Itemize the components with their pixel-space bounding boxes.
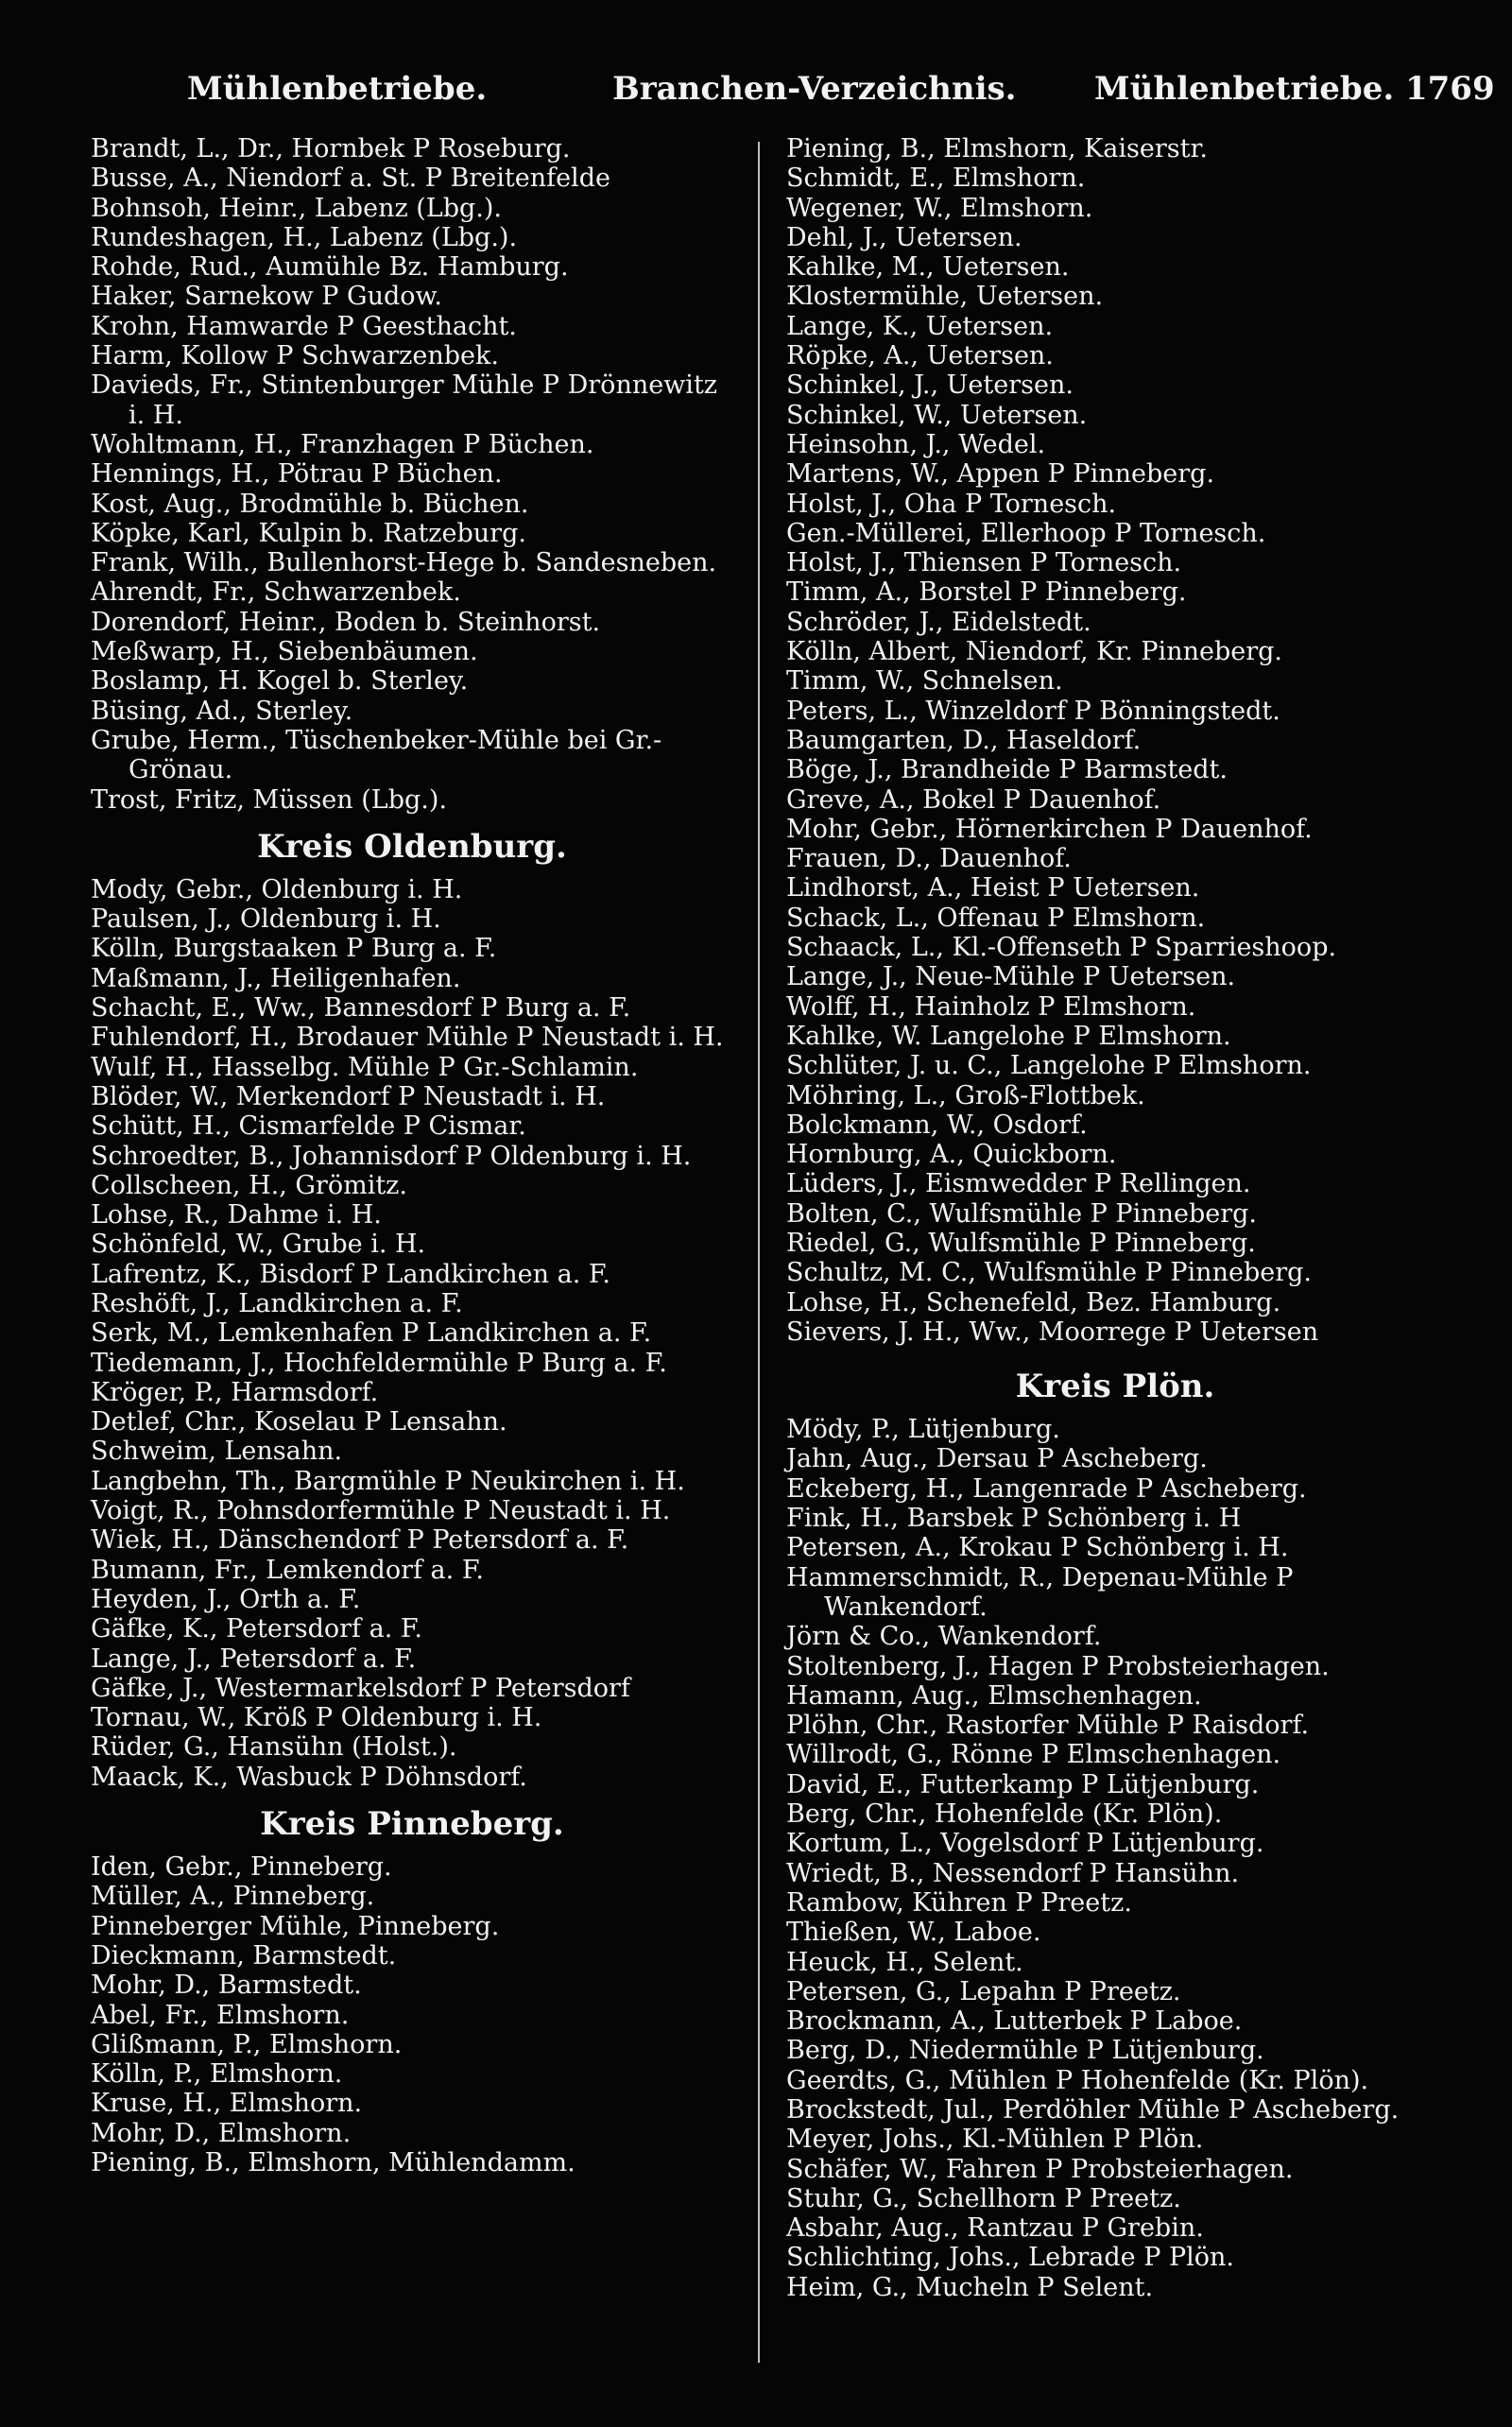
left-column [91, 134, 733, 2177]
directory-entry: Dorendorf, Heinr., Boden b. Steinhorst. [91, 607, 601, 637]
directory-entry: Bumann, Fr., Lemkendorf a. F. [91, 1555, 484, 1585]
page-header [0, 60, 1512, 117]
directory-entry: Piening, B., Elmshorn, Mühlendamm. [91, 2148, 576, 2177]
directory-entry: Kost, Aug., Brodmühle b. Büchen. [91, 489, 529, 519]
directory-entry: Schack, L., Offenau P Elmshorn. [786, 903, 1206, 933]
header-left: Mühlenbetriebe. [187, 70, 488, 108]
directory-entry: Holst, J., Oha P Tornesch. [786, 489, 1117, 519]
directory-entry: Schütt, H., Cismarfelde P Cismar. [91, 1111, 526, 1142]
directory-entry: Bolckmann, W., Osdorf. [786, 1110, 1088, 1140]
directory-entry: Mody, Gebr., Oldenburg i. H. [91, 874, 463, 904]
directory-entry: Bohnsoh, Heinr., Labenz (Lbg.). [91, 193, 502, 223]
directory-entry: Böge, J., Brandheide P Barmstedt. [786, 755, 1228, 785]
directory-entry: Stoltenberg, J., Hagen P Probsteierhagen. [786, 1651, 1330, 1681]
directory-entry: Davieds, Fr., Stintenburger Mühle P Drönnewitz i. H. [91, 370, 718, 430]
directory-entry: Hornburg, A., Quickborn. [786, 1140, 1117, 1170]
directory-entry: Kahlke, M., Uetersen. [786, 252, 1070, 283]
directory-entry: Klostermühle, Uetersen. [786, 282, 1104, 312]
directory-entry: Kröger, P., Harmsdorf. [91, 1377, 379, 1407]
directory-entry: Tornau, W., Kröß P Oldenburg i. H. [91, 1703, 542, 1733]
directory-entry: Jahn, Aug., Dersau P Ascheberg. [786, 1444, 1208, 1474]
directory-entry: Baumgarten, D., Haseldorf. [786, 725, 1142, 755]
directory-entry: Peters, L., Winzeldorf P Bönningstedt. [786, 696, 1280, 726]
directory-entry: Schinkel, W., Uetersen. [786, 400, 1088, 430]
directory-entry: Petersen, G., Lepahn P Preetz. [786, 1976, 1181, 2006]
directory-entry: Hennings, H., Pötrau P Büchen. [91, 459, 503, 490]
directory-entry: Kölln, P., Elmshorn. [91, 2059, 343, 2090]
directory-entry: Kortum, L., Vogelsdorf P Lütjenburg. [786, 1829, 1264, 1859]
directory-entry: Hamann, Aug., Elmschenhagen. [786, 1680, 1202, 1711]
directory-entry: Reshöft, J., Landkirchen a. F. [91, 1288, 463, 1318]
column-divider [758, 142, 760, 2363]
directory-entry: Trost, Fritz, Müssen (Lbg.). [91, 784, 447, 815]
directory-entry: Lüders, J., Eismwedder P Rellingen. [786, 1169, 1251, 1199]
directory-entry: Schweim, Lensahn. [91, 1437, 343, 1467]
directory-entry: Schroedter, B., Johannisdorf P Oldenburg i. H. [91, 1141, 692, 1171]
directory-entry: Stuhr, G., Schellhorn P Preetz. [786, 2183, 1181, 2213]
directory-entry: Köpke, Karl, Kulpin b. Ratzeburg. [91, 518, 526, 548]
directory-entry: Maack, K., Wasbuck P Döhnsdorf. [91, 1762, 527, 1792]
directory-entry: Wegener, W., Elmshorn. [786, 193, 1093, 223]
directory-entry: Gäfke, K., Petersdorf a. F. [91, 1614, 422, 1644]
directory-entry: Schröder, J., Eidelstedt. [786, 607, 1091, 637]
directory-entry: Lohse, H., Schenefeld, Bez. Hamburg. [786, 1287, 1281, 1317]
directory-entry: Fink, H., Barsbek P Schönberg i. H [786, 1504, 1242, 1534]
directory-entry: Eckeberg, H., Langenrade P Ascheberg. [786, 1473, 1307, 1504]
directory-entry: Kruse, H., Elmshorn. [91, 2089, 363, 2119]
directory-entry: Detlef, Chr., Koselau P Lensahn. [91, 1407, 507, 1437]
header-right: Mühlenbetriebe. 1769 [1094, 70, 1495, 108]
directory-entry: Heuck, H., Selent. [786, 1947, 1023, 1977]
directory-entry: Schinkel, J., Uetersen. [786, 370, 1074, 401]
directory-entry: Harm, Kollow P Schwarzenbek. [91, 341, 499, 371]
header-center: Branchen-Verzeichnis. [612, 70, 1017, 108]
directory-entry: Paulsen, J., Oldenburg i. H. [91, 904, 441, 935]
directory-entry: Schacht, E., Ww., Bannesdorf P Burg a. F. [91, 993, 631, 1024]
directory-entry: Lafrentz, K., Bisdorf P Landkirchen a. F. [91, 1259, 610, 1289]
directory-entry: Schultz, M. C., Wulfsmühle P Pinneberg. [786, 1258, 1312, 1288]
directory-entry: Martens, W., Appen P Pinneberg. [786, 459, 1215, 490]
directory-entry: Dieckmann, Barmstedt. [91, 1940, 397, 1971]
directory-entry: Ahrendt, Fr., Schwarzenbek. [91, 577, 461, 608]
directory-entry: Mohr, Gebr., Hörnerkirchen P Dauenhof. [786, 814, 1313, 844]
directory-entry: Meßwarp, H., Siebenbäumen. [91, 637, 478, 667]
directory-entry: Plöhn, Chr., Rastorfer Mühle P Raisdorf. [786, 1711, 1310, 1741]
directory-entry: Müller, A., Pinneberg. [91, 1882, 375, 1912]
directory-entry: Lindhorst, A., Heist P Uetersen. [786, 873, 1200, 904]
directory-entry: Timm, W., Schnelsen. [786, 666, 1063, 697]
directory-entry: Busse, A., Niendorf a. St. P Breitenfelde [91, 164, 610, 194]
directory-entry: Greve, A., Bokel P Dauenhof. [786, 784, 1161, 815]
directory-entry: Wriedt, B., Nessendorf P Hansühn. [786, 1858, 1240, 1888]
directory-entry: Tiedemann, J., Hochfeldermühle P Burg a. F. [91, 1348, 667, 1378]
directory-entry: Berg, D., Niedermühle P Lütjenburg. [786, 2036, 1264, 2066]
directory-entry: Heim, G., Mucheln P Selent. [786, 2272, 1154, 2302]
section-heading: Kreis Plön. [1015, 1368, 1215, 1406]
directory-entry: Berg, Chr., Hohenfelde (Kr. Plön). [786, 1799, 1223, 1830]
directory-entry: Hammerschmidt, R., Depenau-Mühle P Wankendorf. [786, 1562, 1294, 1622]
directory-entry: Lohse, R., Dahme i. H. [91, 1200, 382, 1231]
directory-entry: Röpke, A., Uetersen. [786, 341, 1054, 371]
directory-entry: Brandt, L., Dr., Hornbek P Roseburg. [91, 134, 571, 164]
directory-entry: Gäfke, J., Westermarkelsdorf P Petersdorf [91, 1673, 630, 1703]
directory-entry: Brockstedt, Jul., Perdöhler Mühle P Ascheberg. [786, 2095, 1400, 2125]
directory-entry: Schlichting, Johs., Lebrade P Plön. [786, 2243, 1235, 2273]
directory-entry: Schaack, L., Kl.-Offenseth P Sparrieshoop. [786, 933, 1337, 963]
directory-entry: Pinneberger Mühle, Pinneberg. [91, 1911, 500, 1941]
directory-entry: Schlüter, J. u. C., Langelohe P Elmshorn. [786, 1051, 1312, 1081]
directory-entry: Piening, B., Elmshorn, Kaiserstr. [786, 134, 1209, 164]
directory-entry: Heyden, J., Orth a. F. [91, 1584, 361, 1614]
directory-entry: Wiek, H., Dänschendorf P Petersdorf a. F. [91, 1525, 629, 1556]
directory-entry: Frauen, D., Dauenhof. [786, 844, 1072, 874]
directory-entry: Grube, Herm., Tüschenbeker-Mühle bei Gr.-Grönau. [91, 725, 662, 785]
directory-entry: Glißmann, P., Elmshorn. [91, 2029, 403, 2059]
directory-entry: Serk, M., Lemkenhafen P Landkirchen a. F. [91, 1318, 652, 1349]
directory-entry: Wulf, H., Hasselbg. Mühle P Gr.-Schlamin. [91, 1052, 639, 1082]
directory-entry: Büsing, Ad., Sterley. [91, 696, 353, 726]
directory-entry: Collscheen, H., Grömitz. [91, 1170, 407, 1200]
directory-entry: Geerdts, G., Mühlen P Hohenfelde (Kr. Plön). [786, 2065, 1369, 2095]
directory-entry: Kölln, Albert, Niendorf, Kr. Pinneberg. [786, 637, 1282, 667]
directory-entry: Lange, K., Uetersen. [786, 311, 1054, 341]
section-heading: Kreis Pinneberg. [260, 1805, 564, 1844]
directory-entry: Bolten, C., Wulfsmühle P Pinneberg. [786, 1198, 1258, 1229]
directory-entry: Sievers, J. H., Ww., Moorrege P Uetersen [786, 1317, 1319, 1347]
directory-entry: Dehl, J., Uetersen. [786, 222, 1022, 252]
directory-entry: Kahlke, W. Langelohe P Elmshorn. [786, 1021, 1231, 1051]
directory-entry: Rüder, G., Hansühn (Holst.). [91, 1732, 457, 1763]
directory-entry: Holst, J., Thiensen P Tornesch. [786, 548, 1182, 578]
directory-entry: Iden, Gebr., Pinneberg. [91, 1852, 392, 1883]
directory-entry: Wohltmann, H., Franzhagen P Büchen. [91, 429, 594, 459]
directory-entry: Mohr, D., Elmshorn. [91, 2118, 352, 2148]
right-column [786, 134, 1444, 2302]
directory-entry: Möhring, L., Groß-Flottbek. [786, 1080, 1145, 1110]
directory-entry: Kölln, Burgstaaken P Burg a. F. [91, 934, 497, 964]
directory-entry: Fuhlendorf, H., Brodauer Mühle P Neustadt i. H. [91, 1023, 724, 1053]
directory-entry: Langbehn, Th., Bargmühle P Neukirchen i. H. [91, 1466, 685, 1496]
directory-entry: Rohde, Rud., Aumühle Bz. Hamburg. [91, 252, 569, 283]
directory-entry: Mödy, P., Lütjenburg. [786, 1415, 1060, 1445]
directory-entry: Brockmann, A., Lutterbek P Laboe. [786, 2006, 1243, 2037]
directory-entry: Meyer, Johs., Kl.-Mühlen P Plön. [786, 2125, 1204, 2155]
directory-entry: Krohn, Hamwarde P Geesthacht. [91, 311, 517, 341]
directory-entry: Schmidt, E., Elmshorn. [786, 164, 1086, 194]
directory-entry: Gen.-Müllerei, Ellerhoop P Tornesch. [786, 518, 1266, 548]
section-heading: Kreis Oldenburg. [257, 827, 567, 866]
directory-entry: Wolff, H., Hainholz P Elmshorn. [786, 991, 1196, 1022]
directory-entry: Frank, Wilh., Bullenhorst-Hege b. Sandesneben. [91, 548, 717, 578]
directory-entry: Willrodt, G., Rönne P Elmschenhagen. [786, 1740, 1281, 1770]
directory-entry: Blöder, W., Merkendorf P Neustadt i. H. [91, 1081, 606, 1111]
directory-entry: Haker, Sarnekow P Gudow. [91, 282, 443, 312]
directory-entry: David, E., Futterkamp P Lütjenburg. [786, 1769, 1260, 1799]
directory-entry: Riedel, G., Wulfsmühle P Pinneberg. [786, 1228, 1256, 1258]
directory-entry: Schäfer, W., Fahren P Probsteierhagen. [786, 2154, 1294, 2184]
directory-entry: Thießen, W., Laboe. [786, 1918, 1041, 1948]
directory-entry: Voigt, R., Pohnsdorfermühle P Neustadt i. H. [91, 1496, 671, 1526]
directory-entry: Lange, J., Neue-Mühle P Uetersen. [786, 962, 1236, 992]
directory-entry: Rundeshagen, H., Labenz (Lbg.). [91, 222, 518, 252]
directory-entry: Abel, Fr., Elmshorn. [91, 2000, 350, 2030]
directory-entry: Schönfeld, W., Grube i. H. [91, 1230, 426, 1260]
directory-entry: Heinsohn, J., Wedel. [786, 429, 1046, 459]
directory-entry: Lange, J., Petersdorf a. F. [91, 1644, 417, 1674]
directory-entry: Asbahr, Aug., Rantzau P Grebin. [786, 2213, 1204, 2244]
directory-entry: Mohr, D., Barmstedt. [91, 1971, 362, 2001]
directory-entry: Timm, A., Borstel P Pinneberg. [786, 577, 1187, 608]
directory-entry: Boslamp, H. Kogel b. Sterley. [91, 666, 469, 697]
directory-entry: Jörn & Co., Wankendorf. [786, 1622, 1102, 1652]
directory-entry: Petersen, A., Krokau P Schönberg i. H. [786, 1533, 1289, 1563]
directory-entry: Maßmann, J., Heiligenhafen. [91, 963, 461, 993]
directory-entry: Rambow, Kühren P Preetz. [786, 1887, 1132, 1918]
